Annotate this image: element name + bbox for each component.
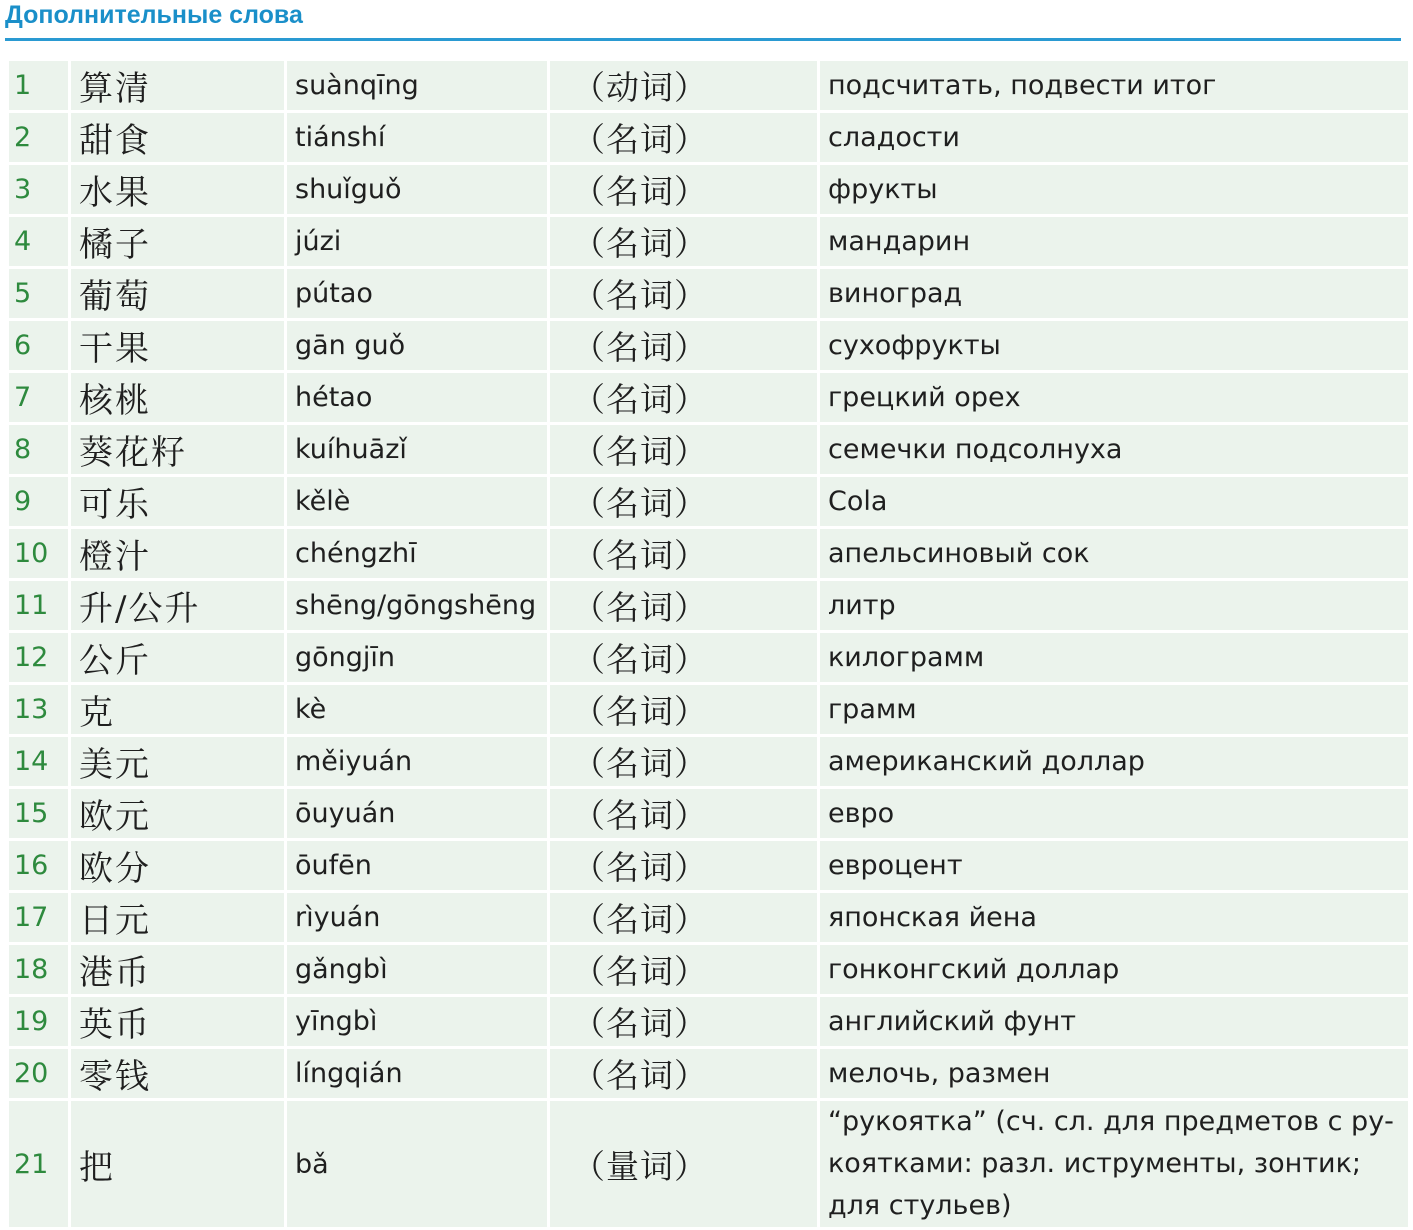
word-part-of-speech: （动词） [550,61,817,110]
word-number: 7 [9,373,68,422]
word-meaning: виноград [820,269,1408,318]
word-part-of-speech: （名词） [550,841,817,890]
table-row [9,581,1408,630]
word-meaning: мандарин [820,217,1408,266]
word-meaning: английский фунт [820,997,1408,1046]
word-number: 12 [9,633,68,682]
table-row [9,841,1408,890]
table-row [9,789,1408,838]
word-hanzi: 甜食 [71,113,284,162]
word-hanzi: 葵花籽 [71,425,284,474]
word-number: 11 [9,581,68,630]
word-number: 18 [9,945,68,994]
word-hanzi: 水果 [71,165,284,214]
word-meaning: “рукоятка” (сч. сл. для предметов с ру-коятками: разл. иструменты, зонтик; для стульев) [820,1101,1408,1227]
word-pinyin: kuíhuāzǐ [287,425,547,474]
table-row [9,113,1408,162]
word-pinyin: kělè [287,477,547,526]
word-hanzi: 算清 [71,61,284,110]
word-hanzi: 干果 [71,321,284,370]
word-pinyin: yīngbì [287,997,547,1046]
table-row [9,737,1408,786]
word-number: 8 [9,425,68,474]
table-row [9,529,1408,578]
title-divider [5,38,1401,41]
word-meaning: килограмм [820,633,1408,682]
word-part-of-speech: （名词） [550,217,817,266]
word-pinyin: bǎ [287,1101,547,1227]
word-pinyin: língqián [287,1049,547,1098]
word-meaning: японская йена [820,893,1408,942]
word-pinyin: shuǐguǒ [287,165,547,214]
word-pinyin: ōuyuán [287,789,547,838]
word-meaning: подсчитать, подвести итог [820,61,1408,110]
word-meaning: апельсиновый сок [820,529,1408,578]
word-part-of-speech: （名词） [550,269,817,318]
word-number: 1 [9,61,68,110]
word-meaning: Cola [820,477,1408,526]
word-hanzi: 可乐 [71,477,284,526]
word-number: 19 [9,997,68,1046]
word-meaning: мелочь, размен [820,1049,1408,1098]
table-row [9,893,1408,942]
table-row [9,685,1408,734]
table-row [9,217,1408,266]
word-number: 14 [9,737,68,786]
word-part-of-speech: （名词） [550,425,817,474]
word-pinyin: shēng/gōngshēng [287,581,547,630]
word-part-of-speech: （名词） [550,633,817,682]
word-hanzi: 欧分 [71,841,284,890]
word-meaning: литр [820,581,1408,630]
word-number: 10 [9,529,68,578]
word-pinyin: chéngzhī [287,529,547,578]
word-pinyin: hétao [287,373,547,422]
table-row [9,997,1408,1046]
vocabulary-table-body [9,61,1408,1227]
word-pinyin: gǎngbì [287,945,547,994]
word-number: 13 [9,685,68,734]
word-number: 21 [9,1101,68,1227]
word-pinyin: gān guǒ [287,321,547,370]
table-row [9,1049,1408,1098]
word-number: 17 [9,893,68,942]
word-pinyin: tiánshí [287,113,547,162]
word-pinyin: júzi [287,217,547,266]
word-number: 3 [9,165,68,214]
word-hanzi: 核桃 [71,373,284,422]
table-row [9,165,1408,214]
word-meaning: сухофрукты [820,321,1408,370]
word-meaning: семечки подсолнуха [820,425,1408,474]
word-pinyin: suànqīng [287,61,547,110]
word-hanzi: 升/公升 [71,581,284,630]
table-row [9,373,1408,422]
table-row [9,425,1408,474]
word-meaning: евроцент [820,841,1408,890]
word-pinyin: rìyuán [287,893,547,942]
word-number: 5 [9,269,68,318]
table-row [9,321,1408,370]
word-meaning: евро [820,789,1408,838]
word-meaning: сладости [820,113,1408,162]
word-number: 2 [9,113,68,162]
word-number: 9 [9,477,68,526]
word-part-of-speech: （名词） [550,165,817,214]
word-part-of-speech: （名词） [550,113,817,162]
word-part-of-speech: （名词） [550,581,817,630]
word-meaning: грамм [820,685,1408,734]
word-hanzi: 日元 [71,893,284,942]
table-row [9,945,1408,994]
table-row [9,269,1408,318]
word-part-of-speech: （名词） [550,685,817,734]
word-hanzi: 葡萄 [71,269,284,318]
word-part-of-speech: （名词） [550,321,817,370]
word-pinyin: gōngjīn [287,633,547,682]
word-part-of-speech: （名词） [550,789,817,838]
vocabulary-table [6,58,1411,1230]
table-row [9,1101,1408,1227]
word-part-of-speech: （量词） [550,1101,817,1227]
word-hanzi: 港币 [71,945,284,994]
word-hanzi: 英币 [71,997,284,1046]
word-pinyin: ōufēn [287,841,547,890]
word-hanzi: 美元 [71,737,284,786]
word-number: 6 [9,321,68,370]
word-part-of-speech: （名词） [550,477,817,526]
word-number: 20 [9,1049,68,1098]
word-part-of-speech: （名词） [550,737,817,786]
word-part-of-speech: （名词） [550,997,817,1046]
word-number: 16 [9,841,68,890]
word-part-of-speech: （名词） [550,373,817,422]
page-title: Дополнительные слова [5,1,303,29]
word-pinyin: pútao [287,269,547,318]
word-meaning: фрукты [820,165,1408,214]
word-part-of-speech: （名词） [550,945,817,994]
word-number: 4 [9,217,68,266]
table-row [9,477,1408,526]
word-hanzi: 克 [71,685,284,734]
word-hanzi: 橙汁 [71,529,284,578]
word-hanzi: 欧元 [71,789,284,838]
word-part-of-speech: （名词） [550,893,817,942]
word-pinyin: kè [287,685,547,734]
word-meaning: гонконгский доллар [820,945,1408,994]
word-hanzi: 把 [71,1101,284,1227]
table-row [9,633,1408,682]
word-hanzi: 公斤 [71,633,284,682]
word-number: 15 [9,789,68,838]
table-row [9,61,1408,110]
word-hanzi: 零钱 [71,1049,284,1098]
word-meaning: американский доллар [820,737,1408,786]
word-meaning: грецкий орех [820,373,1408,422]
word-part-of-speech: （名词） [550,529,817,578]
word-part-of-speech: （名词） [550,1049,817,1098]
word-hanzi: 橘子 [71,217,284,266]
word-pinyin: měiyuán [287,737,547,786]
